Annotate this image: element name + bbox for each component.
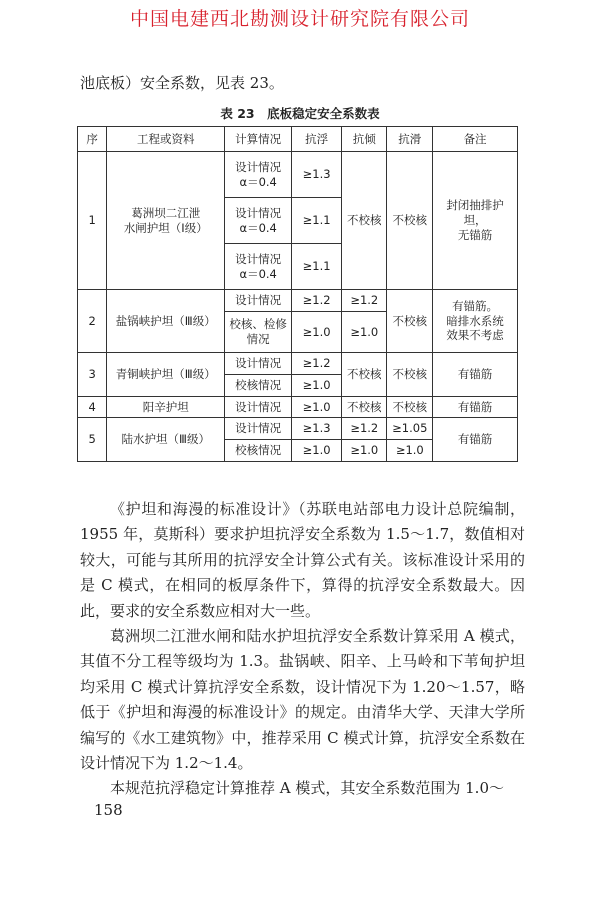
row-float: ≥1.0	[292, 440, 342, 462]
row-slide: ≥1.05	[387, 418, 433, 440]
row-tip: 不校核	[342, 152, 387, 290]
row-calc: 校核情况	[225, 375, 292, 397]
row-calc: 设计情况 α＝0.4	[225, 244, 292, 290]
row-no: 1	[78, 152, 107, 290]
table-row	[78, 353, 518, 375]
header-slide: 抗滑	[387, 127, 433, 152]
row-no: 4	[78, 397, 107, 418]
row-slide: ≥1.0	[387, 440, 433, 462]
row-slide: 不校核	[387, 353, 433, 397]
table-row	[78, 290, 518, 312]
table-caption: 表 23 底板稳定安全系数表	[220, 106, 380, 121]
row-calc: 设计情况	[225, 418, 292, 440]
watermark: 中国电建西北勘测设计研究院有限公司	[129, 8, 470, 30]
row-float: ≥1.0	[292, 312, 342, 353]
row-slide: 不校核	[387, 397, 433, 418]
row-tip: ≥1.0	[342, 312, 387, 353]
row-calc: 设计情况	[225, 353, 292, 375]
header-no: 序	[78, 127, 107, 152]
row-float: ≥1.1	[292, 198, 342, 244]
header-tip: 抗倾	[342, 127, 387, 152]
row-calc: 校核、检修 情况	[225, 312, 292, 353]
paragraph: 《护坦和海漫的标准设计》（苏联电站部电力设计总院编制，1955 年，莫斯科）要求护坦抗浮安全系数为 1.5～1.7，数值相对较大，可能与其所用的抗浮安全计算公式有关。该标准设计采用的是 C 模式，在相同的板厚条件下，算得的抗浮安全系数最大。因此，要求的安全系数应相对大一些。	[80, 500, 525, 620]
table-header-row	[78, 127, 518, 152]
row-note: 有锚筋	[433, 397, 518, 418]
row-calc: 设计情况 α＝0.4	[225, 152, 292, 198]
row-float: ≥1.3	[292, 152, 342, 198]
paragraph: 本规范抗浮稳定计算推荐 A 模式，其安全系数范围为 1.0～	[110, 779, 504, 798]
row-no: 3	[78, 353, 107, 397]
row-calc: 校核情况	[225, 440, 292, 462]
row-tip: ≥1.2	[342, 418, 387, 440]
paragraph: 葛洲坝二江泄水闸和陆水护坦抗浮安全系数计算采用 A 模式，其值不分工程等级均为 1.3。盐锅峡、阳辛、上马岭和下苇甸护坦均采用 C 模式计算抗浮安全系数，设计情况下为 1.20～1.57，略低于《护坦和海漫的标准设计》的规定。由清华大学、天津大学所编写的《水工建筑物》中，推荐采用 C 模式计算，抗浮安全系数在设计情况下为 1.2～1.4。	[80, 627, 525, 773]
table-row	[78, 418, 518, 440]
row-tip: ≥1.2	[342, 290, 387, 312]
row-project: 青铜峡护坦（Ⅲ级）	[107, 353, 225, 397]
page-number: 158	[94, 801, 123, 819]
body-text	[80, 497, 525, 802]
row-note: 有锚筋。 暗排水系统 效果不考虑	[433, 290, 518, 353]
row-calc: 设计情况	[225, 290, 292, 312]
row-float: ≥1.1	[292, 244, 342, 290]
row-project: 盐锅峡护坦（Ⅲ级）	[107, 290, 225, 353]
row-project: 陆水护坦（Ⅲ级）	[107, 418, 225, 462]
header-calc: 计算情况	[225, 127, 292, 152]
row-float: ≥1.3	[292, 418, 342, 440]
row-project: 葛洲坝二江泄 水闸护坦（Ⅰ级）	[107, 152, 225, 290]
table-row	[78, 152, 518, 198]
row-float: ≥1.2	[292, 290, 342, 312]
table-row	[78, 397, 518, 418]
row-float: ≥1.0	[292, 375, 342, 397]
header-note: 备注	[433, 127, 518, 152]
row-no: 2	[78, 290, 107, 353]
header-float: 抗浮	[292, 127, 342, 152]
row-no: 5	[78, 418, 107, 462]
row-slide: 不校核	[387, 290, 433, 353]
intro-line: 池底板）安全系数，见表 23。	[80, 74, 284, 92]
row-float: ≥1.0	[292, 397, 342, 418]
row-tip: 不校核	[342, 353, 387, 397]
header-project: 工程或资料	[107, 127, 225, 152]
row-note: 有锚筋	[433, 353, 518, 397]
row-tip: ≥1.0	[342, 440, 387, 462]
row-project: 阳辛护坦	[107, 397, 225, 418]
safety-factor-table	[77, 126, 518, 462]
row-note: 封闭抽排护坦， 无锚筋	[433, 152, 518, 290]
row-float: ≥1.2	[292, 353, 342, 375]
row-calc: 设计情况	[225, 397, 292, 418]
row-tip: 不校核	[342, 397, 387, 418]
row-slide: 不校核	[387, 152, 433, 290]
row-note: 有锚筋	[433, 418, 518, 462]
row-calc: 设计情况 α＝0.4	[225, 198, 292, 244]
